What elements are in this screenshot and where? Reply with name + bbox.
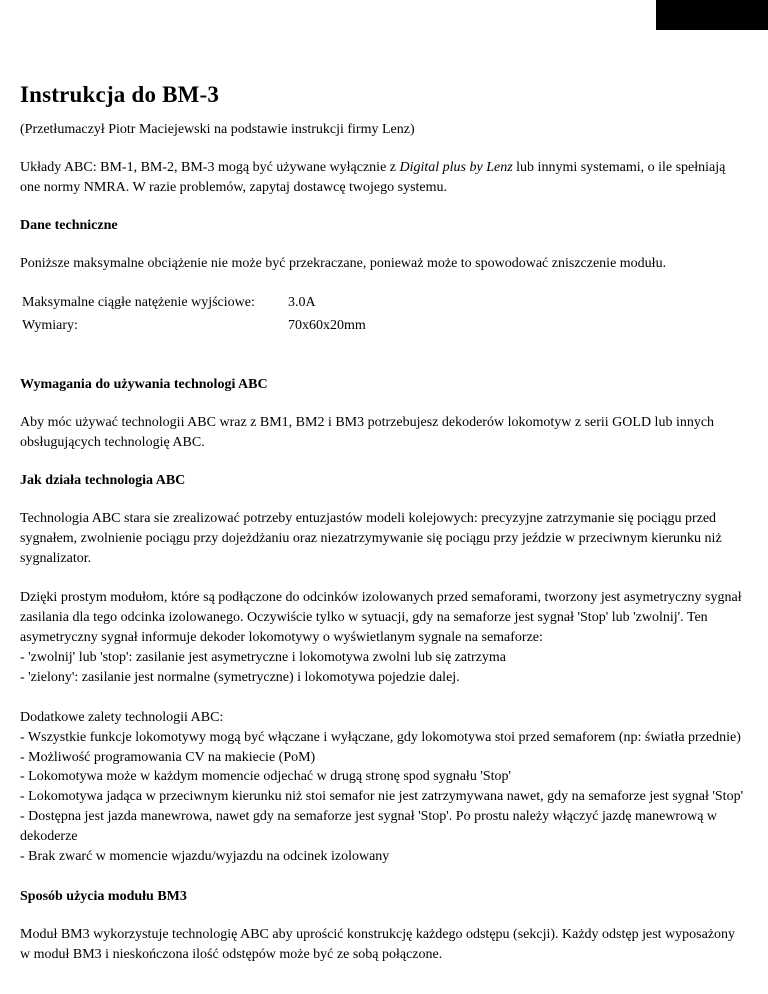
- jak-dziala-paragraph-3: Dodatkowe zalety technologii ABC: - Wszystkie funkcje lokomotywy mogą być włączane i wyłączane, gdy lokomotywa stoi przed semaforem (np: światła przednie) - Możliwość programowania CV na makiecie (PoM) - Lokomotywa może w każdym momencie odjechać w drugą stronę spod sygnału 'Stop' - Lokomotywa jadąca w przeciwnym kierunku niż stoi semafor nie jest zatrzymywana nawet, gdy na semaforze jest sygnał 'Stop' - Dostępna jest jazda manewrowa, nawet gdy na semaforze jest sygnał 'Stop'. Po prostu należy włączyć jazdę manewrową w dekoderze - Brak zwarć w momencie wjazdu/wyjazdu na odcinek izolowany: [20, 709, 744, 864]
- page-title: Instrukcja do BM-3: [20, 82, 220, 107]
- spec-value-max-current: 3.0A: [288, 294, 316, 310]
- dane-techniczne-paragraph: Poniższe maksymalne obciążenie nie może być przekraczane, ponieważ może to spowodować zniszczenie modułu.: [20, 255, 667, 271]
- intro-text-before: Układy ABC: BM-1, BM-2, BM-3 mogą być używane wyłącznie z: [20, 160, 400, 175]
- translator-note: (Przetłumaczył Piotr Maciejewski na podstawie instrukcji firmy Lenz): [20, 122, 415, 137]
- intro-italic-brand: Digital plus by Lenz: [399, 160, 513, 175]
- jak-dziala-paragraph-1: Technologia ABC stara sie zrealizować potrzeby entuzjastów modeli kolejowych: precyzyjne zatrzymanie się pociągu przed sygnałem, zwolnienie pociągu przy dojeżdżaniu oraz niezatrzymywanie się pociągu przy jeździe w przeciwnym kierunku niż sygnalizator.: [20, 510, 722, 566]
- section-heading-dane-techniczne: Dane techniczne: [20, 217, 118, 233]
- section-heading-sposob-uzycia: Sposób użycia modułu BM3: [20, 888, 187, 904]
- sposob-uzycia-paragraph: Moduł BM3 wykorzystuje technologię ABC aby uprościć konstrukcję każdego odstępu (sekcji). Każdy odstęp jest wyposażony w moduł BM3 i nieskończona ilość odstępów może być ze sobą połączone.: [20, 926, 736, 962]
- intro-paragraph: [20, 158, 746, 198]
- wymagania-paragraph: Aby móc używać technologii ABC wraz z BM1, BM2 i BM3 potrzebujesz dekoderów lokomotyw z serii GOLD lub innych obsługujących technologię ABC.: [20, 415, 715, 450]
- spec-table: [22, 294, 746, 335]
- intro-text-after: lub innymi systemami, o ile spełniają one normy NMRA. W razie problemów, zapytaj dostawcę twojego systemu.: [20, 160, 726, 195]
- spec-label-dimensions: Wymiary:: [22, 317, 78, 333]
- jak-dziala-paragraph-2: Dzięki prostym modułom, które są podłączone do odcinków izolowanych przed semaforami, tworzony jest asymetryczny sygnał zasilania dla tego odcinka izolowanego. Oczywiście tylko w sytuacji, gdy na semaforze jest sygnał 'Stop' lub 'zwolnij'. Ten asymetryczny sygnał informuje dekoder lokomotywy o wyświetlanym sygnale na semaforze: - 'zwolnij' lub 'stop': zasilanie jest asymetryczne i lokomotywa zwolni lub się zatrzyma - 'zielony': zasilanie jest normalne (symetryczne) i lokomotywa pojedzie dalej.: [20, 590, 742, 685]
- spec-value-dimensions: 70x60x20mm: [288, 317, 366, 333]
- section-heading-jak-dziala: Jak działa technologia ABC: [20, 472, 186, 488]
- top-right-black-region: [656, 0, 768, 30]
- spec-label-max-current: Maksymalne ciągłe natężenie wyjściowe:: [22, 294, 255, 310]
- section-heading-wymagania: Wymagania do używania technologi ABC: [20, 377, 268, 392]
